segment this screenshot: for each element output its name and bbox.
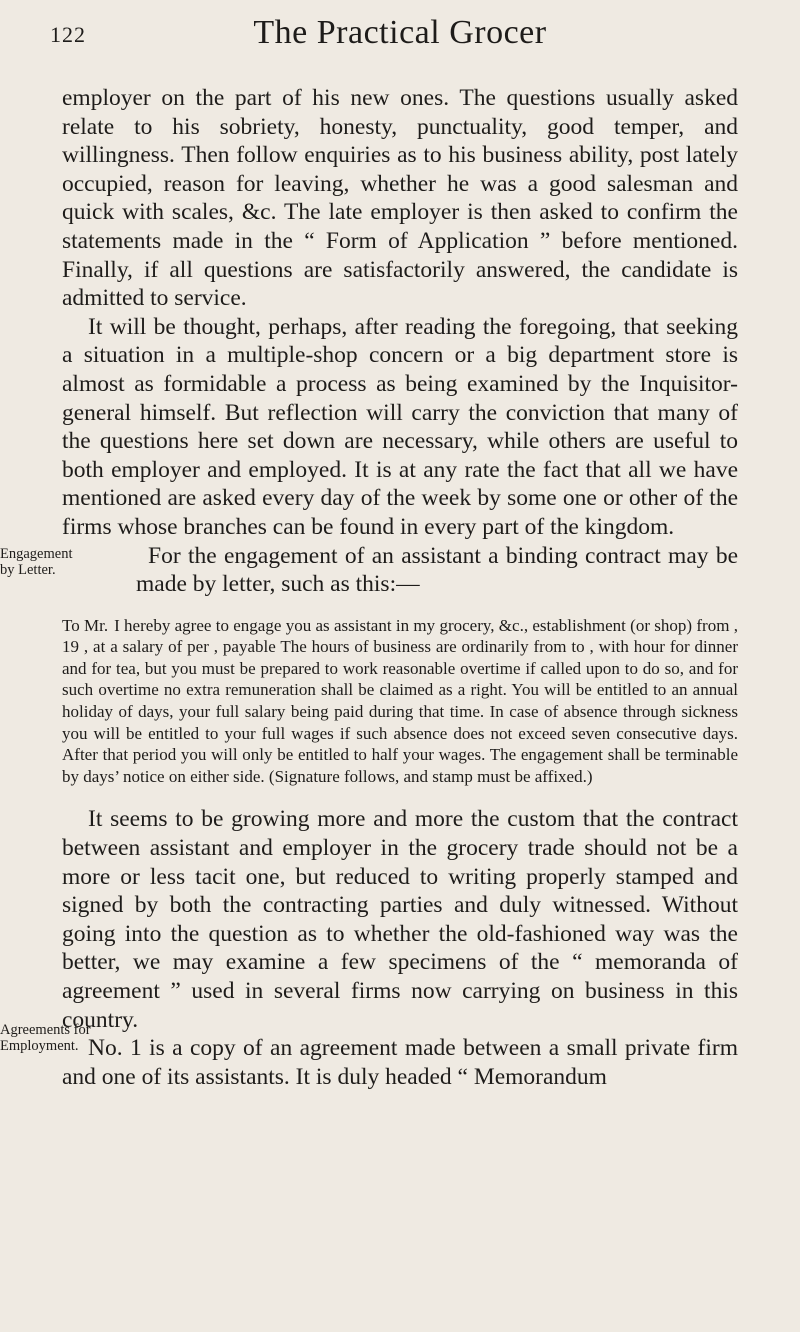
margin-note-line: by Letter. (0, 561, 56, 578)
letter-text (62, 615, 738, 788)
margin-note-agreements (0, 1022, 110, 1054)
paragraph-5: No. 1 is a copy of an agreement made between a small private firm and one of its assistants. It is duly headed “ Memorandum (62, 1035, 738, 1090)
paragraph-2: It will be thought, perhaps, after reading the foregoing, that seeking a situation in a multiple-shop concern or a big department store is almost as formidable a process as being examined by the Inquisitor-general himself. But reflection will carry the conviction that many of the questions here set down are necessary, while others are useful to both employer and employed. It is at any rate the fact that all we have mentioned are asked every day of the week by some one or other of the firms whose branches can be found in every part of the kingdom. (62, 313, 738, 540)
sample-letter (62, 615, 738, 788)
paragraph-4-text: It seems to be growing more and more the custom that the contract between assistant and employer in the grocery trade should not be a more or less tacit one, but reduced to writing properly stamped and signed by both the contracting parties and duly witnessed. Without going into the question as to whether the old-fashioned way was the better, we may examine a few specimens of the “ memoranda of agreement ” used in several firms now carrying on business in this country. (62, 806, 738, 1033)
margin-note-line: Employment. (0, 1038, 79, 1054)
paragraph-3: For the engagement of an assistant a binding contract may be made by letter, such as this:— (136, 542, 738, 598)
running-head: The Practical Grocer (253, 14, 547, 51)
body-text (0, 84, 738, 1091)
paragraph-4 (62, 805, 738, 1034)
page-number: 122 (50, 22, 86, 47)
margin-note-line: Engagement (0, 545, 73, 562)
letter-salutation: To Mr. (62, 615, 109, 635)
margin-note-line: Agreements for (0, 1022, 91, 1038)
page-header (0, 12, 800, 56)
margin-note-engagement (0, 546, 110, 578)
paragraph-1: employer on the part of his new ones. The questions usually asked relate to his sobriety, honesty, punctuality, good temper, and willingness. Then follow enquiries as to his business ability, post lately occupied, reason for leaving, whether he was a good salesman and quick with scales, &c. The late employer is then asked to confirm the statements made in the “ Form of Application ” before mentioned. Finally, if all questions are satisfactorily answered, the candidate is admitted to service. (62, 85, 738, 312)
engagement-section (0, 542, 738, 599)
letter-body: I hereby agree to engage you as assistant in my grocery, &c., establishment (or shop) from , 19 , at a salary of per , payable The hours of business are ordinarily from to , with hour for dinner and for tea, but you must be prepared to work reasonable overtime if called upon to do so, and for such overtime no extra remuneration shall be claimed as a right. You will be entitled to an annual holiday of days, your full salary being paid during that time. In case of absence through sickness you will be entitled to your full wages if such absence does not exceed seven consecutive days. After that period you will only be entitled to half your wages. The engagement shall be terminable by days’ notice on either side. (Signature follows, and stamp must be affixed.) (62, 615, 738, 786)
